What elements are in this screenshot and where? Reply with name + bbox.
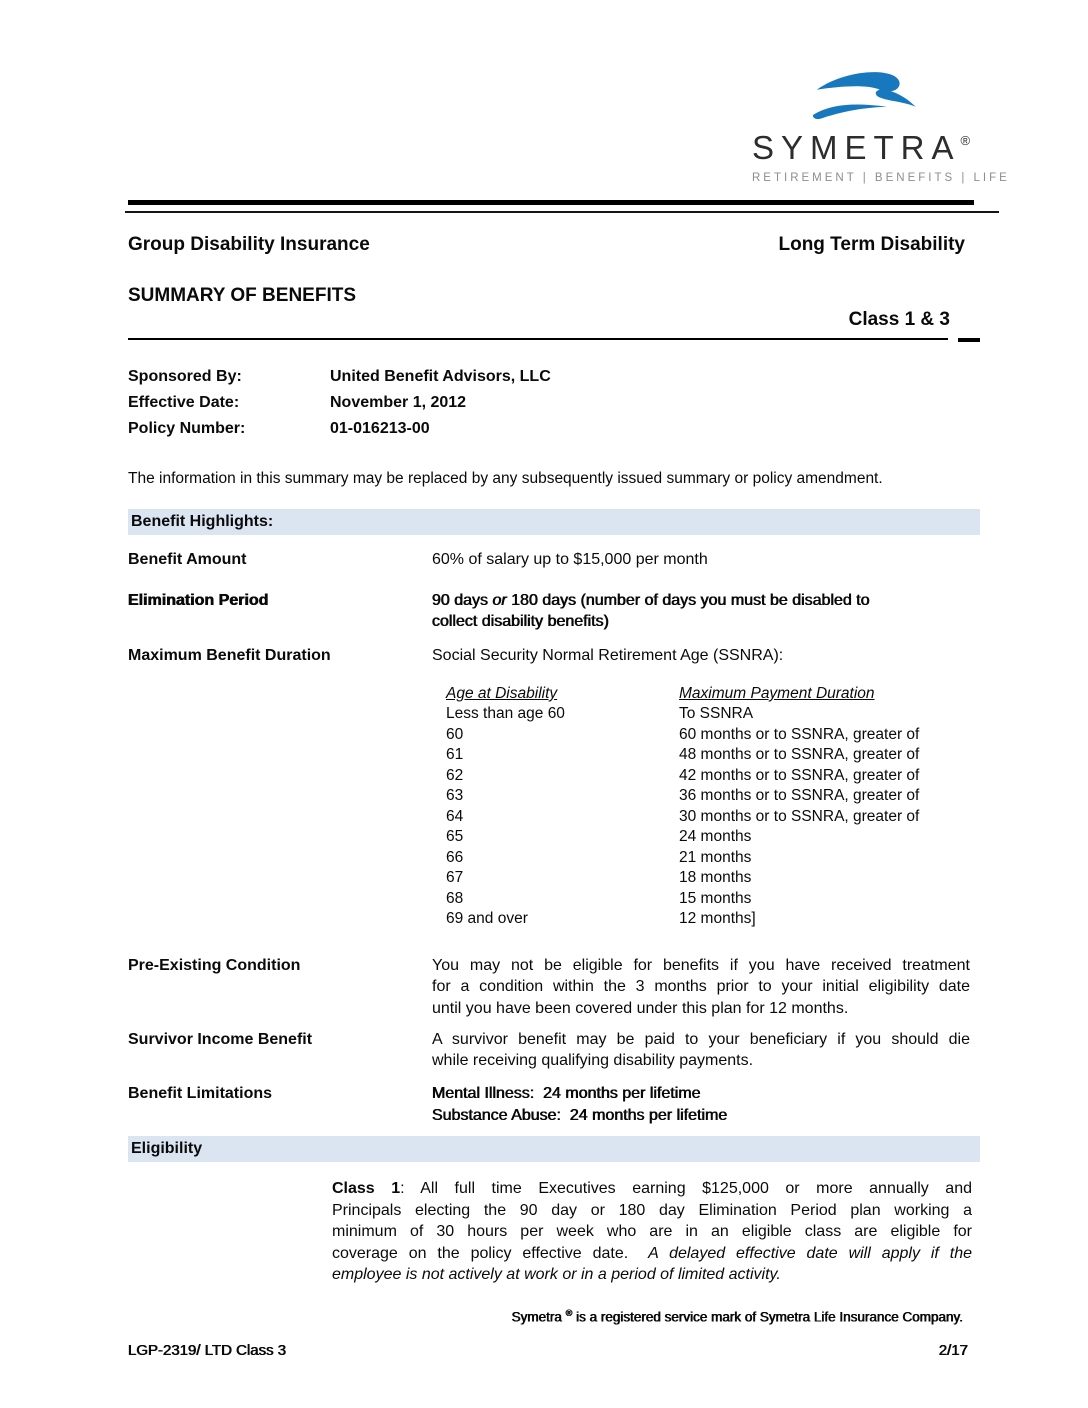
duration-table-header bbox=[446, 683, 980, 704]
age-at-disability-header: Age at Disability bbox=[446, 685, 558, 702]
age-cell: 68 bbox=[446, 889, 464, 907]
policy-number-label: Policy Number: bbox=[128, 420, 246, 437]
duration-table-row bbox=[446, 909, 980, 930]
page-footer bbox=[128, 1342, 968, 1359]
page-indicator: 2/17 bbox=[938, 1342, 968, 1359]
effective-date-value: November 1, 2012 bbox=[330, 394, 467, 411]
elimination-period-row bbox=[128, 590, 980, 632]
benefit-limitations-label: Benefit Limitations bbox=[128, 1085, 273, 1103]
duration-table-row bbox=[446, 868, 980, 889]
class-1-bold: Class 1 bbox=[332, 1180, 401, 1198]
pre-existing-condition-label: Pre-Existing Condition bbox=[128, 956, 301, 974]
class-rule-line bbox=[128, 338, 948, 340]
page-title: SUMMARY OF BENEFITS bbox=[128, 285, 357, 306]
duration-table-row bbox=[446, 827, 980, 848]
section-bar-eligibility: Eligibility bbox=[128, 1136, 980, 1162]
summary-notice: The information in this summary may be replaced by any subsequently issued summary or policy amendment. bbox=[128, 470, 883, 487]
header-rule-thick bbox=[128, 200, 974, 205]
survivor-income-benefit-value bbox=[432, 1029, 970, 1072]
eligibility-line1 bbox=[332, 1178, 972, 1200]
header-rule-thin bbox=[125, 211, 999, 213]
eligibility-line5: employee is not actively at work or in a period of limited activity. bbox=[332, 1266, 781, 1284]
eligibility-line4 bbox=[332, 1243, 972, 1265]
duration-cell: 15 months bbox=[679, 889, 752, 907]
elimination-or-text: or bbox=[492, 592, 507, 609]
age-cell: Less than age 60 bbox=[446, 705, 565, 722]
elimination-period-value-line1 bbox=[432, 590, 970, 611]
age-cell: 67 bbox=[446, 869, 464, 886]
duration-cell: To SSNRA bbox=[679, 705, 754, 722]
eligibility-line1-text: : All full time Executives earning $125,000 or more annually and bbox=[400, 1180, 972, 1198]
eligibility-line3: minimum of 30 hours per week who are in an eligible class are eligible for bbox=[332, 1223, 972, 1241]
benefit-limitations-row bbox=[128, 1083, 980, 1127]
age-cell: 62 bbox=[446, 766, 464, 784]
age-cell: 65 bbox=[446, 828, 464, 845]
duration-cell: 48 months or to SSNRA, greater of bbox=[679, 746, 920, 763]
benefit-limitations-value bbox=[432, 1083, 970, 1127]
eligibility-paragraph bbox=[332, 1178, 972, 1286]
footnote-text: is a registered service mark of Symetra Life Insurance Company. bbox=[576, 1309, 963, 1325]
elimination-days-text2: 180 days (number of days you must be disabled to bbox=[511, 592, 870, 609]
maximum-payment-duration-header: Maximum Payment Duration bbox=[679, 685, 875, 702]
mental-illness-limit: Mental Illness: 24 months per lifetime bbox=[432, 1085, 701, 1103]
benefit-amount-value: 60% of salary up to $15,000 per month bbox=[432, 551, 708, 568]
form-number: LGP-2319/ LTD Class 3 bbox=[128, 1342, 287, 1359]
duration-cell: 30 months or to SSNRA, greater of bbox=[679, 807, 920, 825]
policy-number-value: 01-016213-00 bbox=[330, 420, 430, 437]
duration-table-row bbox=[446, 704, 980, 725]
age-cell: 64 bbox=[446, 807, 464, 825]
pre-existing-line: until you have been covered under this plan for 12 months. bbox=[432, 999, 849, 1017]
survivor-line: A survivor benefit may be paid to your beneficiary if you should die bbox=[432, 1030, 970, 1048]
benefit-amount-label: Benefit Amount bbox=[128, 551, 247, 568]
registered-trademark-icon: ® bbox=[960, 133, 971, 148]
document-content bbox=[128, 0, 1010, 1325]
pre-existing-line: for a condition within the 3 months prior to your initial eligibility date bbox=[432, 978, 970, 996]
duration-cell: 60 months or to SSNRA, greater of bbox=[679, 725, 920, 743]
policy-info-row-policy-number bbox=[128, 416, 980, 442]
brand-name: SYMETRA bbox=[752, 129, 961, 166]
duration-table-row bbox=[446, 889, 980, 910]
benefit-amount-row bbox=[128, 549, 980, 570]
header-row bbox=[128, 234, 980, 256]
eligibility-line4-regular: coverage on the policy effective date. bbox=[332, 1244, 629, 1262]
pre-existing-condition-value bbox=[432, 955, 970, 1020]
survivor-line: while receiving qualifying disability payments. bbox=[432, 1052, 754, 1070]
duration-table-row bbox=[446, 745, 980, 766]
section-bar-benefit-highlights: Benefit Highlights: bbox=[128, 509, 980, 535]
eligibility-line2: Principals electing the 90 day or 180 day Elimination Period plan working a bbox=[332, 1201, 972, 1219]
registered-trademark-icon: ® bbox=[565, 1307, 573, 1318]
age-cell: 61 bbox=[446, 746, 464, 763]
product-line-title: Group Disability Insurance bbox=[128, 234, 370, 255]
age-cell: 63 bbox=[446, 787, 464, 804]
substance-abuse-limit: Substance Abuse: 24 months per lifetime bbox=[432, 1107, 728, 1125]
elimination-period-value bbox=[432, 590, 970, 632]
age-cell: 69 and over bbox=[446, 910, 528, 927]
elimination-days-text: 90 days bbox=[432, 592, 489, 609]
plan-type-title: Long Term Disability bbox=[778, 234, 965, 255]
duration-cell: 36 months or to SSNRA, greater of bbox=[679, 787, 920, 804]
service-mark-footnote bbox=[128, 1308, 980, 1325]
policy-info bbox=[128, 364, 980, 442]
duration-table bbox=[446, 683, 980, 930]
age-cell: 60 bbox=[446, 725, 464, 743]
pre-existing-line: You may not be eligible for benefits if you have received treatment bbox=[432, 956, 970, 974]
duration-cell: 18 months bbox=[679, 869, 752, 886]
duration-cell: 42 months or to SSNRA, greater of bbox=[679, 766, 920, 784]
policy-info-row-sponsored-by bbox=[128, 364, 980, 390]
maximum-benefit-duration-value: Social Security Normal Retirement Age (SSNRA): bbox=[432, 647, 784, 664]
effective-date-label: Effective Date: bbox=[128, 394, 240, 411]
eligibility-line4-italic: A delayed effective date will apply if the bbox=[648, 1244, 972, 1262]
duration-table-row bbox=[446, 725, 980, 746]
brand-tagline: RETIREMENT | BENEFITS | LIFE bbox=[752, 172, 1010, 184]
elimination-period-label: Elimination Period bbox=[128, 592, 269, 609]
maximum-benefit-duration-row bbox=[128, 645, 980, 666]
age-cell: 66 bbox=[446, 848, 464, 866]
class-rule bbox=[128, 338, 980, 342]
pre-existing-condition-row bbox=[128, 955, 980, 1020]
footnote-brand: Symetra bbox=[511, 1309, 562, 1325]
sponsored-by-value: United Benefit Advisors, LLC bbox=[330, 368, 551, 385]
survivor-income-benefit-label: Survivor Income Benefit bbox=[128, 1030, 313, 1048]
class-designation: Class 1 & 3 bbox=[848, 309, 950, 330]
top-margin-spacer bbox=[128, 0, 1010, 200]
duration-table-row bbox=[446, 786, 980, 807]
duration-cell: 21 months bbox=[679, 848, 752, 866]
policy-info-row-effective-date bbox=[128, 390, 980, 416]
elimination-period-value-line2: collect disability benefits) bbox=[432, 613, 609, 630]
duration-cell: 24 months bbox=[679, 828, 752, 845]
duration-table-row bbox=[446, 766, 980, 787]
duration-cell: 12 months] bbox=[679, 910, 756, 927]
class-rule-dash bbox=[958, 338, 980, 342]
duration-table-row bbox=[446, 848, 980, 869]
sponsored-by-label: Sponsored By: bbox=[128, 368, 242, 385]
maximum-benefit-duration-label: Maximum Benefit Duration bbox=[128, 647, 331, 664]
duration-table-row bbox=[446, 807, 980, 828]
survivor-income-benefit-row bbox=[128, 1029, 980, 1072]
